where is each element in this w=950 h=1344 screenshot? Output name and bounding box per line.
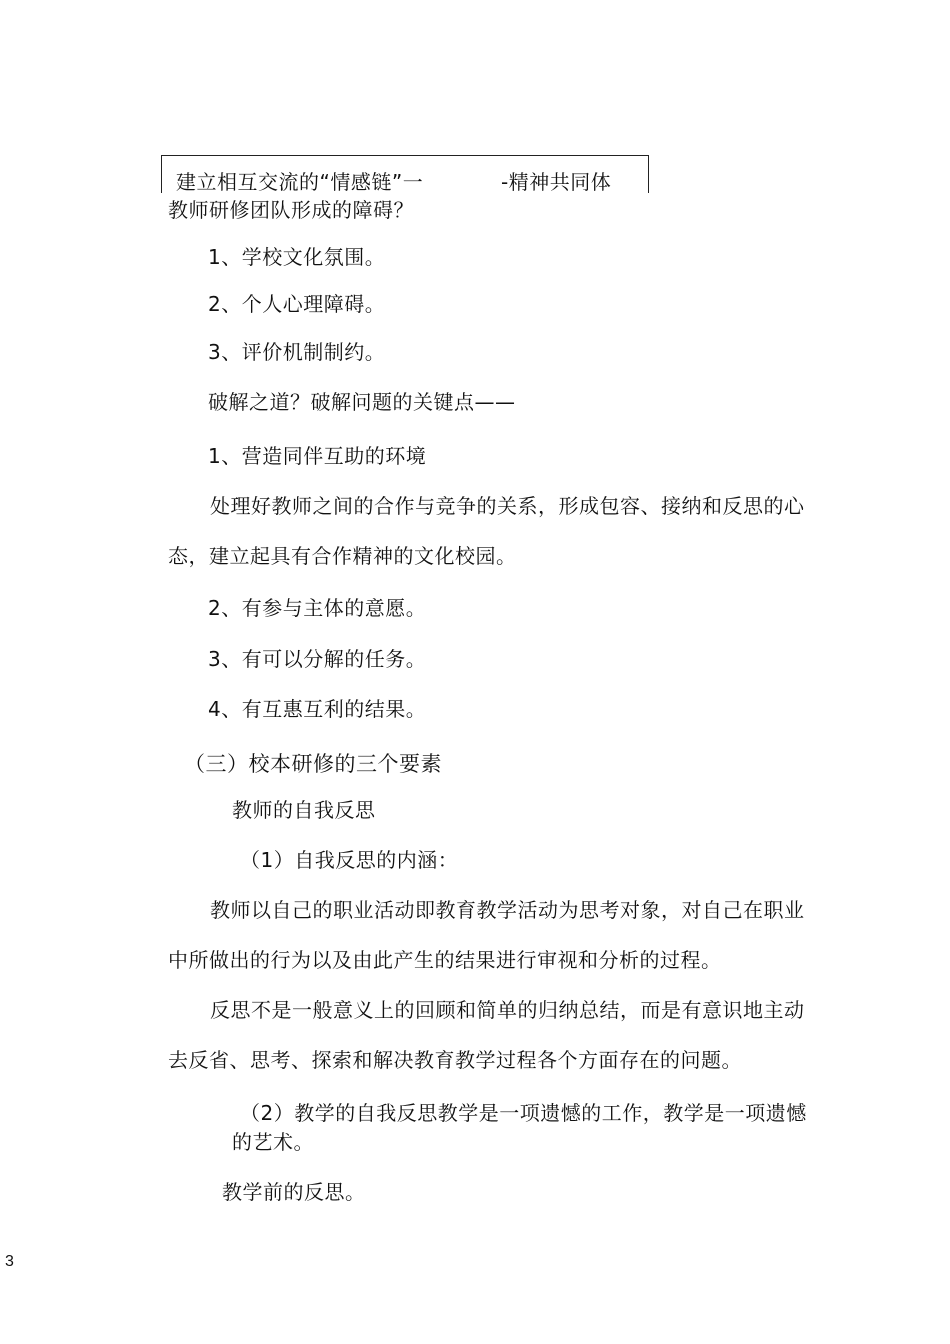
- heading-title-left: 建立相互交流的“情感链”一: [176, 170, 424, 194]
- paragraph-cooperation-line2: 态，建立起具有合作精神的文化校园。: [168, 544, 517, 568]
- subheading-self-reflection: 教师的自我反思: [232, 798, 376, 822]
- subheading-teaching-reflection-line1: （2）教学的自我反思教学是一项遗憾的工作，教学是一项遗憾: [240, 1101, 807, 1125]
- paragraph-solution-key: 破解之道？破解问题的关键点——: [208, 390, 516, 414]
- paragraph-definition-line1: 教师以自己的职业活动即教育教学活动为思考对象，对自己在职业: [210, 898, 805, 922]
- list-item-decomposable-tasks: 3、有可以分解的任务。: [208, 647, 427, 671]
- paragraph-definition-line2: 中所做出的行为以及由此产生的结果进行审视和分析的过程。: [168, 948, 722, 972]
- paragraph-pre-teaching-reflection: 教学前的反思。: [222, 1180, 366, 1204]
- list-item-peer-support: 1、营造同伴互助的环境: [208, 444, 427, 468]
- paragraph-cooperation-line1: 处理好教师之间的合作与竞争的关系，形成包容、接纳和反思的心: [210, 494, 805, 518]
- paragraph-reflection-line2: 去反省、思考、探索和解决教育教学过程各个方面存在的问题。: [168, 1048, 742, 1072]
- list-item-mutual-benefit: 4、有互惠互利的结果。: [208, 697, 427, 721]
- list-item-willingness: 2、有参与主体的意愿。: [208, 596, 427, 620]
- subheading-teaching-reflection-line2: 的艺术。: [232, 1130, 314, 1154]
- subheading-reflection-meaning: （1）自我反思的内涵：: [240, 848, 459, 872]
- section-heading-three-elements: （三）校本研修的三个要素: [184, 752, 442, 776]
- page-number: 3: [5, 1253, 14, 1270]
- list-item-evaluation-mechanism: 3、评价机制制约。: [208, 340, 386, 364]
- list-item-school-culture: 1、学校文化氛围。: [208, 245, 386, 269]
- paragraph-reflection-line1: 反思不是一般意义上的回顾和简单的归纳总结，而是有意识地主动: [210, 998, 805, 1022]
- paragraph-obstacles-question: 教师研修团队形成的障碍？: [168, 198, 414, 222]
- heading-title-right: -精神共同体: [501, 170, 612, 194]
- list-item-psychological-barrier: 2、个人心理障碍。: [208, 292, 386, 316]
